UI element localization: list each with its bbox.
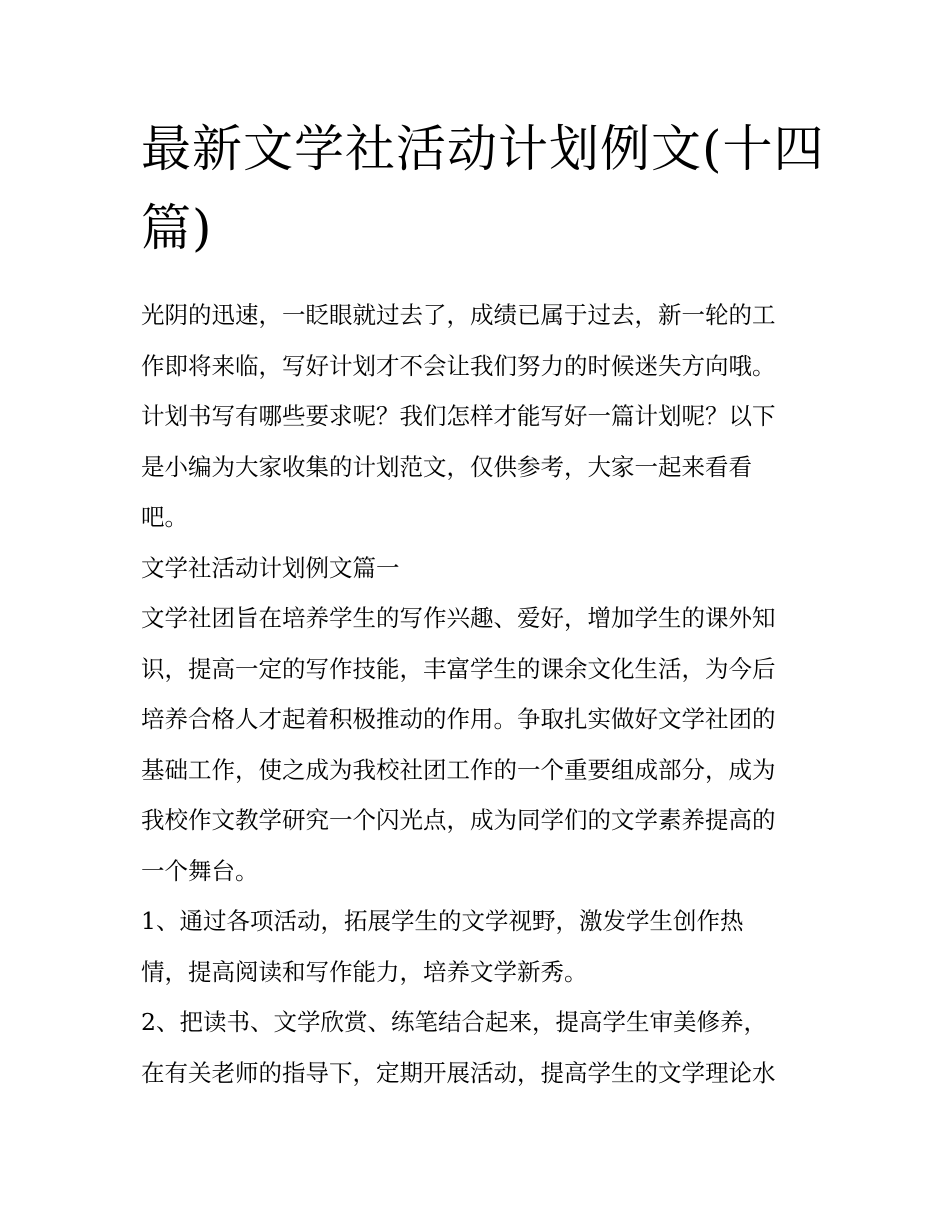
- title-line: 篇): [141, 199, 213, 257]
- text-line: 计划书写有哪些要求呢？我们怎样才能写好一篇计划呢？以下: [141, 402, 776, 430]
- text-line: 培养合格人才起着积极推动的作用。争取扎实做好文学社团的: [141, 705, 776, 733]
- text-line: 是小编为大家收集的计划范文，仅供参考，大家一起来看看: [141, 452, 752, 481]
- intro-paragraph: [141, 290, 813, 543]
- body-paragraph: [141, 593, 813, 896]
- section-heading: [141, 543, 813, 594]
- text-line: 1、通过各项活动，拓展学生的文学视野，激发学生创作热: [141, 907, 744, 935]
- text-line: 吧。: [141, 503, 188, 531]
- text-line: 在有关老师的指导下，定期开展活动，提高学生的文学理论水: [141, 1058, 776, 1087]
- list-item: [141, 997, 813, 1098]
- text-line: 一个舞台。: [141, 856, 259, 885]
- text-line: 光阴的迅速，一眨眼就过去了，成绩已属于过去，新一轮的工: [141, 301, 776, 329]
- text-line: 文学社团旨在培养学生的写作兴趣、爱好，增加学生的课外知: [141, 604, 776, 632]
- document-page: [141, 110, 825, 1098]
- text-line: 2、把读书、文学欣赏、练笔结合起来，提高学生审美修养，: [141, 1008, 767, 1036]
- document-title: [141, 110, 825, 268]
- text-line: 识，提高一定的写作技能，丰富学生的课余文化生活，为今后: [141, 654, 776, 683]
- text-line: 基础工作，使之成为我校社团工作的一个重要组成部分，成为: [141, 755, 776, 784]
- text-line: 文学社活动计划例文篇一: [141, 553, 400, 582]
- title-line: 最新文学社活动计划例文(十四: [141, 120, 825, 178]
- list-item: [141, 896, 813, 997]
- text-line: 作即将来临，写好计划才不会让我们努力的时候迷失方向哦。: [141, 351, 776, 380]
- text-line: 我校作文教学研究一个闪光点，成为同学们的文学素养提高的: [141, 806, 776, 834]
- text-line: 情，提高阅读和写作能力，培养文学新秀。: [141, 957, 588, 986]
